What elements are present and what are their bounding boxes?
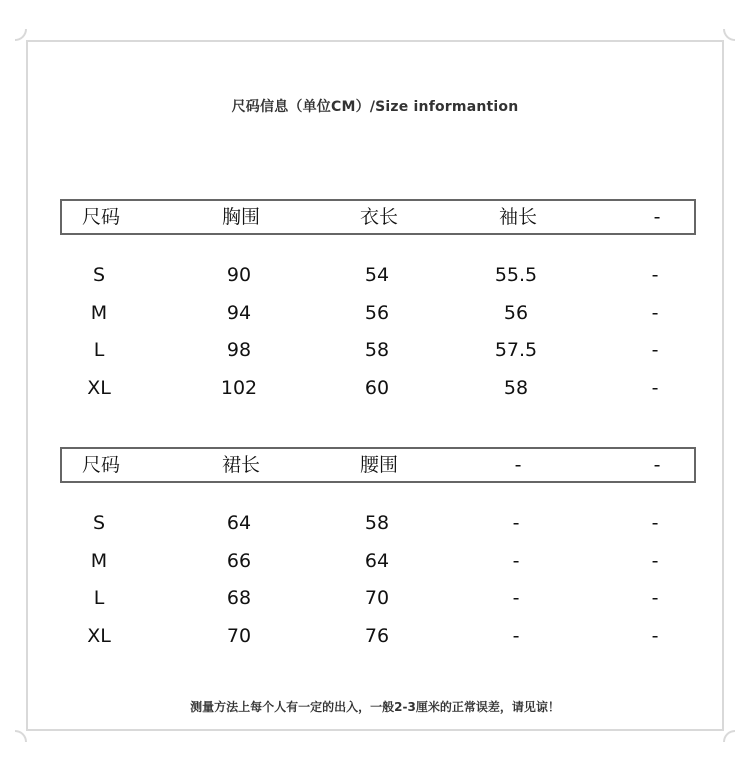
header-cell-length: 衣长 (359, 205, 398, 228)
table-cell: L (93, 587, 105, 610)
table-cell: 98 (226, 339, 252, 362)
table-cell: 94 (226, 301, 252, 324)
table-row (60, 332, 696, 370)
table-cell: - (651, 587, 659, 610)
table-cell: 54 (364, 264, 390, 287)
table-header-row (60, 199, 696, 235)
table-cell: 57.5 (494, 339, 538, 362)
table-cell: XL (87, 625, 111, 648)
table-row (60, 257, 696, 295)
header-cell-chest: 胸围 (221, 205, 260, 228)
frame-corner-bottom-right (723, 730, 735, 742)
table-cell: 56 (503, 301, 529, 324)
header-cell-waist: 腰围 (359, 453, 398, 476)
table-cell: - (651, 625, 659, 648)
table-cell: 76 (364, 625, 390, 648)
table-cell: - (512, 512, 520, 535)
table-cell: - (512, 625, 520, 648)
table-cell: 70 (364, 587, 390, 610)
table-cell: 90 (226, 264, 252, 287)
table-cell: S (92, 512, 106, 535)
table-cell: - (651, 264, 659, 287)
table-cell: 56 (364, 301, 390, 324)
header-cell-size: 尺码 (81, 205, 120, 228)
header-cell-skirt-length: 裙长 (221, 453, 260, 476)
table-body (60, 257, 696, 407)
size-table-top (60, 199, 696, 407)
table-cell: 58 (503, 377, 529, 400)
size-table-bottom (60, 447, 696, 655)
table-row (60, 618, 696, 656)
table-cell: - (651, 377, 659, 400)
table-cell: 70 (226, 625, 252, 648)
header-cell-empty: - (653, 205, 661, 228)
table-cell: - (651, 549, 659, 572)
table-cell: 58 (364, 512, 390, 535)
table-cell: 64 (226, 512, 252, 535)
frame-corner-bottom-left (15, 730, 27, 742)
table-cell: S (92, 264, 106, 287)
header-cell-empty: - (653, 453, 661, 476)
table-cell: - (512, 549, 520, 572)
table-cell: M (90, 549, 108, 572)
table-cell: - (512, 587, 520, 610)
table-cell: 66 (226, 549, 252, 572)
table-cell: 55.5 (494, 264, 538, 287)
table-body (60, 505, 696, 655)
table-row (60, 543, 696, 581)
measurement-note: 测量方法上每个人有一定的出入，一般2-3厘米的正常误差，请见谅！ (190, 700, 560, 714)
page-title: 尺码信息（单位CM）/Size informantion (231, 99, 519, 115)
table-header-row (60, 447, 696, 483)
table-row (60, 580, 696, 618)
table-cell: 102 (220, 377, 258, 400)
table-row (60, 295, 696, 333)
table-cell: 64 (364, 549, 390, 572)
table-cell: XL (87, 377, 111, 400)
table-cell: 60 (364, 377, 390, 400)
header-cell-sleeve: 袖长 (498, 205, 537, 228)
table-cell: 68 (226, 587, 252, 610)
table-cell: - (651, 339, 659, 362)
header-cell-size: 尺码 (81, 453, 120, 476)
frame-corner-top-right (723, 29, 735, 41)
table-cell: M (90, 301, 108, 324)
header-cell-empty: - (514, 453, 522, 476)
table-row (60, 505, 696, 543)
table-cell: L (93, 339, 105, 362)
table-cell: 58 (364, 339, 390, 362)
table-row (60, 370, 696, 408)
table-cell: - (651, 301, 659, 324)
table-cell: - (651, 512, 659, 535)
